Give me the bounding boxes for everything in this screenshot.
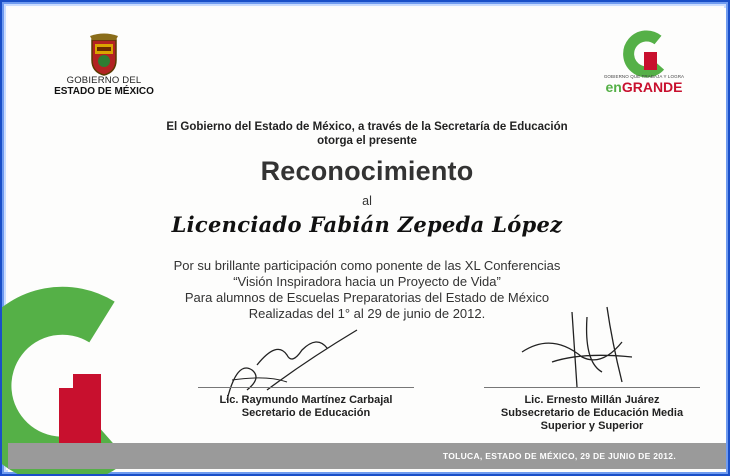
body-line-2: “Visión Inspiradora hacia un Proyecto de Vida” — [233, 274, 501, 289]
logo-grande: GRANDE — [621, 79, 683, 95]
government-line1: GOBIERNO DEL — [66, 75, 142, 86]
signatory-1-role: Secretario de Educación — [241, 407, 371, 419]
body-line-1: Por su brillante participación como ponente de las XL Conferencias — [173, 258, 561, 273]
government-line2: ESTADO DE MÉXICO — [54, 86, 154, 97]
logo-tagline: GOBIERNO QUE TRABAJA Y LOGRA — [603, 74, 685, 79]
decorative-g-icon — [2, 302, 142, 452]
signature-line-right — [484, 387, 700, 388]
footer-bar — [8, 443, 726, 469]
intro-line-1: El Gobierno del Estado de México, a través de la Secretaría de Educación — [166, 121, 568, 133]
certificate-al: al — [362, 194, 372, 208]
signatory-1-name: Lic. Raymundo Martínez Carbajal — [219, 394, 393, 406]
g-logo-icon — [620, 32, 668, 74]
certificate-title: Reconocimiento — [260, 156, 474, 186]
signature-line-left — [198, 387, 414, 388]
engrande-logo — [598, 32, 690, 94]
intro-line-2: otorga el presente — [317, 135, 417, 147]
signatory-2-role-line2: Superior y Superior — [540, 420, 644, 432]
logo-en: en — [605, 79, 622, 95]
body-line-4: Realizadas del 1° al 29 de junio de 2012. — [248, 306, 486, 321]
logo-wordmark — [598, 80, 690, 94]
recipient-name: Licenciado Fabián Zepeda López — [171, 212, 563, 237]
coat-of-arms-icon — [86, 34, 122, 76]
signatory-2-role: Subsecretario de Educación Media — [500, 407, 684, 419]
signatory-2-name: Lic. Ernesto Millán Juárez — [524, 394, 660, 406]
footer-date-place: TOLUCA, ESTADO DE MÉXICO, 29 DE JUNIO DE 2012. — [442, 451, 676, 461]
government-logo — [54, 34, 154, 97]
body-line-3: Para alumnos de Escuelas Preparatorias del Estado de México — [184, 290, 550, 305]
